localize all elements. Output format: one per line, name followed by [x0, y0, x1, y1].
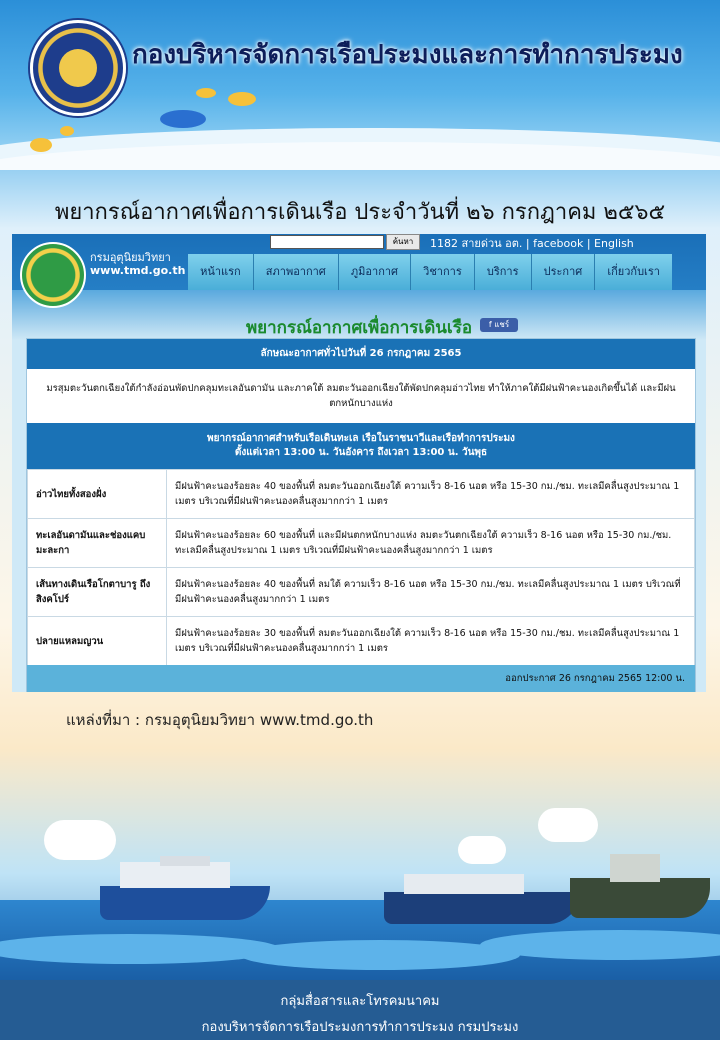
tmd-agency-name: กรมอุตุนิยมวิทยา — [90, 251, 171, 264]
issued-timestamp: ออกประกาศ 26 กรกฎาคม 2565 12:00 น. — [27, 665, 695, 692]
table-row — [28, 568, 695, 617]
forecast-title: พยากรณ์อากาศเพื่อการเดินเรือ ประจำวันที่ ๒๖ กรกฎาคม ๒๕๖๕ — [54, 200, 666, 225]
nav-item-services[interactable]: บริการ — [475, 254, 532, 290]
forecast-table — [27, 469, 695, 666]
forecast-area: ทะเลอันดามันและช่องแคบมะละกา — [28, 519, 167, 568]
nav-item-weather[interactable]: สภาพอากาศ — [254, 254, 339, 290]
department-of-fisheries-logo — [30, 20, 126, 116]
tmd-logo — [20, 242, 86, 308]
forecast-text: มีฝนฟ้าคะนองร้อยละ 40 ของพื้นที่ ลมตะวันออกเฉียงใต้ ความเร็ว 8-16 นอต หรือ 15-30 กม./ชม. ทะเลมีคลื่นสูงประมาณ 1 เมตร บริเวณที่มีฝนฟ้าคะนองคลื่นสูงมากกว่า 1 เมตร — [167, 470, 695, 519]
forecast-heading — [27, 423, 695, 469]
top-links[interactable]: 1182 สายด่วน อต. | facebook | English — [430, 237, 634, 250]
fishing-boat-illustration — [384, 870, 580, 924]
nav-item-announcements[interactable]: ประกาศ — [532, 254, 596, 290]
cloud-decoration — [538, 808, 598, 842]
table-row — [28, 519, 695, 568]
forecast-heading-line-2: ตั้งแต่เวลา 13:00 น. วันอังคาร ถึงเวลา 13:00 น. วันพุธ — [234, 447, 488, 458]
tmd-website-screenshot — [12, 234, 706, 692]
fish-icon — [30, 138, 52, 152]
forecast-text: มีฝนฟ้าคะนองร้อยละ 30 ของพื้นที่ ลมตะวันออกเฉียงใต้ ความเร็ว 8-16 นอต หรือ 15-30 กม./ชม. ทะเลมีคลื่นสูงประมาณ 1 เมตร บริเวณที่มีฝนฟ้าคะนองคลื่นสูงมากกว่า 1 เมตร — [167, 617, 695, 666]
forecast-text: มีฝนฟ้าคะนองร้อยละ 60 ของพื้นที่ และมีฝนตกหนักบางแห่ง ลมตะวันตกเฉียงใต้ ความเร็ว 8-16 นอต หรือ 15-30 กม./ชม. ทะเลมีคลื่นสูงประมาณ 1 เมตร บริเวณที่มีฝนฟ้าคะนองคลื่นสูงมากกว่า 1 เมตร — [167, 519, 695, 568]
table-row — [28, 617, 695, 666]
wave-decoration — [0, 934, 280, 964]
facebook-share-button[interactable]: f แชร์ — [480, 318, 518, 332]
fishing-boat-illustration — [570, 848, 710, 918]
forecast-area: ปลายแหลมญวน — [28, 617, 167, 666]
footer-line-1: กลุ่มสื่อสารและโทรคมนาคม — [280, 994, 440, 1009]
cloud-decoration — [44, 820, 116, 860]
nav-item-academic[interactable]: วิชาการ — [411, 254, 475, 290]
nav-item-about[interactable]: เกี่ยวกับเรา — [607, 265, 660, 278]
source-credit: แหล่งที่มา : กรมอุตุนิยมวิทยา www.tmd.go.th — [66, 711, 374, 729]
main-nav — [188, 254, 672, 290]
fish-icon — [160, 110, 206, 128]
forecast-text: มีฝนฟ้าคะนองร้อยละ 40 ของพื้นที่ ลมใต้ ความเร็ว 8-16 นอต หรือ 15-30 กม./ชม. ทะเลมีคลื่นสูงประมาณ 1 เมตร บริเวณที่มีฝนฟ้าคะนองคลื่นสูงมากกว่า 1 เมตร — [167, 568, 695, 617]
search-input[interactable] — [270, 235, 384, 249]
page-header-title: กองบริหารจัดการเรือประมงและการทำการประมง — [132, 40, 683, 70]
forecast-panel — [26, 338, 696, 692]
fish-icon — [60, 126, 74, 136]
tmd-url: www.tmd.go.th — [90, 264, 186, 277]
general-heading: ลักษณะอากาศทั่วไปวันที่ 26 กรกฎาคม 2565 — [27, 339, 695, 369]
share-label: แชร์ — [494, 320, 510, 329]
fish-icon — [196, 88, 216, 98]
wave-decoration — [240, 940, 520, 970]
nav-item-climate[interactable]: ภูมิอากาศ — [339, 254, 411, 290]
forecast-heading-line-1: พยากรณ์อากาศสำหรับเรือเดินทะเล เรือในราชนาวีและเรือทำการประมง — [207, 433, 515, 444]
fishing-boat-illustration — [100, 856, 270, 920]
general-weather-text: มรสุมตะวันตกเฉียงใต้กำลังอ่อนพัดปกคลุมทะเลอันดามัน และภาคใต้ ลมตะวันออกเฉียงใต้พัดปกคลุมอ่าวไทย ทำให้ภาคใต้มีฝนฟ้าคะนองเกิดขึ้นได้ และมีฝนตกหนักบางแห่ง — [46, 383, 676, 409]
footer — [0, 980, 720, 1040]
table-row — [28, 470, 695, 519]
nav-item-home[interactable]: หน้าแรก — [188, 254, 254, 290]
section-heading: พยากรณ์อากาศเพื่อการเดินเรือ — [245, 318, 473, 338]
fish-icon — [228, 92, 256, 106]
cloud-decoration — [458, 836, 506, 864]
search-button[interactable]: ค้นหา — [386, 234, 420, 250]
forecast-area: อ่าวไทยทั้งสองฝั่ง — [28, 470, 167, 519]
footer-line-2: กองบริหารจัดการเรือประมงการทำการประมง กรมประมง — [201, 1020, 519, 1035]
forecast-area: เส้นทางเดินเรือโกตาบารู ถึงสิงคโปร์ — [28, 568, 167, 617]
